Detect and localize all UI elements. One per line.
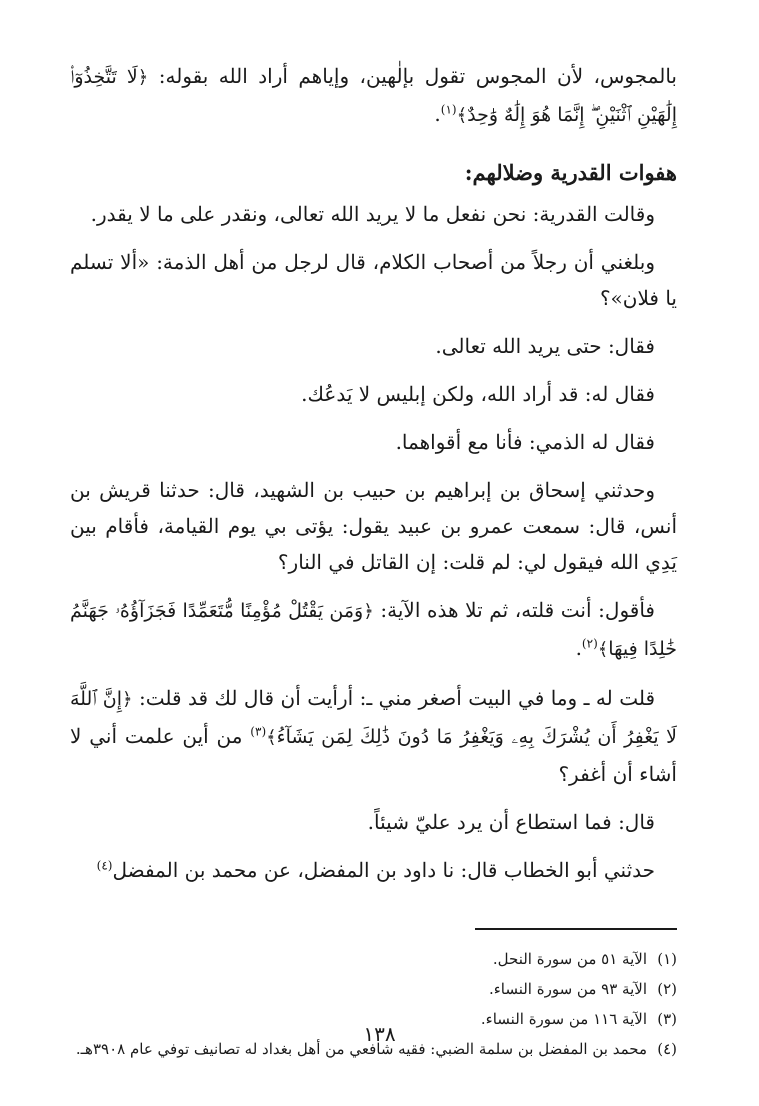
paragraph-4: فقال: حتى يريد الله تعالى. xyxy=(435,334,655,358)
footnote-ref[interactable]: (٣) xyxy=(250,724,267,739)
paragraph-7: وحدثني إسحاق بن إبراهيم بن حبيب بن الشهيد، قال: حدثنا قريش بن أنس، قال: سمعت عمرو بن عبيد يقول: يؤتى بي يوم القيامة، فأقام بين يَدِي الله فيقول لي: لم قلت: إن القاتل في النار؟ xyxy=(70,478,677,574)
paragraph-8: فأقول: أنت قلته، ثم تلا هذه الآية: ﴿وَمَن يَقْتُلْ مُؤْمِنًا مُّتَعَمِّدًا فَجَزَآؤُهُۥ جَهَنَّمُ خَٰلِدًا فِيهَا﴾$^{(٢)}$. xyxy=(70,598,677,660)
page-number: ١٣٨ xyxy=(363,1022,396,1046)
footnotes xyxy=(70,944,677,1064)
ayah-open-bracket: ﴿ xyxy=(121,689,133,710)
footnote-ref[interactable]: (٤) xyxy=(96,858,113,873)
footnote-number: (٤) xyxy=(657,1040,677,1058)
footnote-2 xyxy=(70,974,677,1004)
footnote-number: (٣) xyxy=(657,1010,677,1028)
paragraph-5: فقال له: قد أراد الله، ولكن إبليس لا يَدعُك. xyxy=(301,382,655,406)
footnote-number: (١) xyxy=(657,950,677,968)
ayah-close-bracket: ﴾ xyxy=(266,727,277,748)
footnote-text: الآية ٩٣ من سورة النساء. xyxy=(488,980,647,998)
footnote-text: محمد بن المفضل بن سلمة الضبي: فقيه شافعي من أهل بغداد له تصانيف توفي عام ٣٩٠٨هـ. xyxy=(75,1040,647,1058)
ayah-close-bracket: ﴾ xyxy=(597,639,609,660)
paragraph-2: وقالت القدرية: نحن نفعل ما لا يريد الله تعالى، ونقدر على ما لا يقدر. xyxy=(90,202,655,226)
footnote-ref[interactable]: (١) xyxy=(440,102,457,117)
footnote-text: الآية ٥١ من سورة النحل. xyxy=(492,950,647,968)
quran-verse: وَمَن يَقْتُلْ مُؤْمِنًا مُّتَعَمِّدًا فَجَزَآؤُهُۥ جَهَنَّمُ خَٰلِدًا فِيهَا xyxy=(70,600,677,660)
footnote-1 xyxy=(70,944,677,974)
paragraph-11: حدثني أبو الخطاب قال: نا داود بن المفضل، عن محمد بن المفضل$^{(٤)}$ xyxy=(96,858,655,882)
paragraph-6: فقال له الذمي: فأنا مع أقواهما. xyxy=(395,430,655,454)
ayah-close-bracket: ﴾ xyxy=(456,105,468,126)
footnote-divider xyxy=(475,928,677,930)
footnote-ref[interactable]: (٢) xyxy=(581,636,598,651)
paragraph-10: قال: فما استطاع أن يرد عليّ شيئاً. xyxy=(367,810,655,834)
ayah-open-bracket: ﴿ xyxy=(137,67,149,88)
footnote-number: (٢) xyxy=(657,980,677,998)
quran-verse: لَا تَتَّخِذُوٓا۟ إِلَٰهَيْنِ ٱثْنَيْنِ ۖ إِنَّمَا هُوَ إِلَٰهٌ وَٰحِدٌ xyxy=(70,66,677,126)
paragraph-3: وبلغني أن رجلاً من أصحاب الكلام، قال لرجل من أهل الذمة: «ألا تسلم يا فلان»؟ xyxy=(70,250,677,310)
paragraph-9: قلت له ـ وما في البيت أصغر مني ـ: أرأيت أن قال لك قد قلت: ﴿إِنَّ ٱللَّهَ لَا يَغْفِرُ أَن يُشْرَكَ بِهِۦ وَيَغْفِرُ مَا دُونَ ذَٰلِكَ لِمَن يَشَآءُ﴾$^{(٣)}$ من أين علمت أني لا أشاء أن أغفر؟ xyxy=(70,686,678,786)
paragraph-1: بالمجوس، لأن المجوس تقول بإلٰهين، وإياهم أراد الله بقوله: ﴿لَا تَتَّخِذُوٓا۟ إِلَٰهَيْنِ ٱثْنَيْنِ ۖ إِنَّمَا هُوَ إِلَٰهٌ وَٰحِدٌ﴾$^{(١)}$. xyxy=(70,64,677,126)
ayah-open-bracket: ﴿ xyxy=(363,601,374,622)
footnote-text: الآية ١١٦ من سورة النساء. xyxy=(480,1010,647,1028)
quran-verse: إِنَّ ٱللَّهَ لَا يَغْفِرُ أَن يُشْرَكَ بِهِۦ وَيَغْفِرُ مَا دُونَ ذَٰلِكَ لِمَن يَشَآءُ xyxy=(70,688,678,748)
section-heading: هفوات القدرية وضلالهم: xyxy=(464,160,677,185)
